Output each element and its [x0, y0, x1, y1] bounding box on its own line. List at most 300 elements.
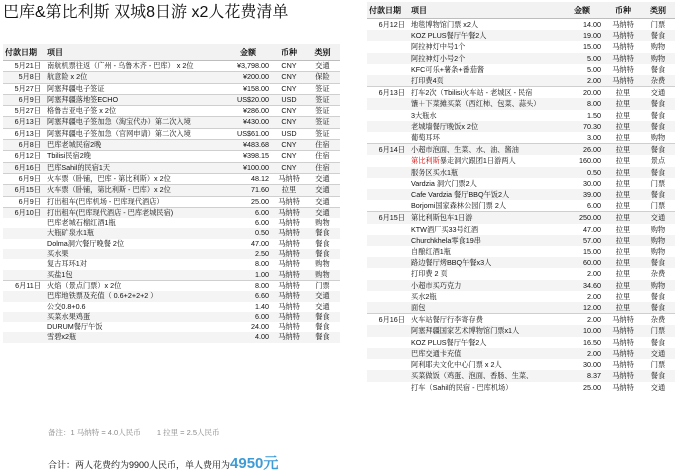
- cell-amount: 70.30: [559, 121, 605, 132]
- cell-currency: 马纳特: [605, 370, 641, 381]
- cell-currency: 马纳特: [612, 20, 634, 29]
- cell-category: 购物: [641, 53, 675, 64]
- cell-currency: 拉里: [605, 98, 641, 109]
- cell-amount: 19.00: [559, 30, 605, 41]
- table-header: [3, 44, 340, 61]
- cell-item: 南航机票往返（广州 - 乌鲁木齐 - 巴库） x 2位: [47, 61, 194, 70]
- cell-item: 买菜做饭（鸡蛋、泡面、香肠、生菜、: [409, 370, 559, 381]
- cell-currency: CNY: [273, 83, 305, 94]
- table-row: [3, 83, 340, 94]
- header-item: 项目: [45, 44, 223, 61]
- cell-currency: 马纳特: [273, 332, 305, 342]
- cell-amount: 30.00: [583, 178, 601, 188]
- cell-item: 阿利耶夫文化中心门票 x 2人: [411, 360, 502, 370]
- expense-table-left: [3, 44, 340, 343]
- cell-category: 交通: [315, 61, 330, 70]
- table-row: [367, 98, 675, 109]
- cell-date: [367, 178, 409, 189]
- cell-item: 老城墙餐厅晚饭x 2位: [409, 121, 559, 132]
- table-row: [367, 314, 675, 326]
- cell-date: [367, 121, 409, 132]
- cell-item: 公交0.8+0.6: [47, 301, 86, 311]
- cell-category: 签证: [305, 117, 340, 128]
- table-row: [3, 140, 340, 151]
- cell-currency: 马纳特: [278, 218, 300, 228]
- table-row: [367, 325, 675, 336]
- table-row: [367, 212, 675, 224]
- cell-date: [367, 98, 409, 109]
- table-row: [3, 106, 340, 117]
- cell-amount: 6.00: [255, 218, 269, 228]
- cell-amount: 3.00: [587, 133, 601, 143]
- table-row: [3, 280, 340, 291]
- cell-item: 阿塞拜疆电子签加急（官网申请）第二次入境: [45, 128, 223, 139]
- cell-amount: 6.60: [223, 291, 273, 301]
- cell-amount: 8.00: [559, 98, 605, 109]
- table-row: [367, 224, 675, 235]
- cell-item: 打印费4页: [409, 75, 559, 87]
- cell-item: [409, 155, 559, 166]
- cell-date: [367, 382, 409, 393]
- cell-date: [3, 332, 45, 342]
- cell-category: 餐食: [305, 312, 340, 322]
- cell-category: 杂费: [650, 269, 666, 279]
- cell-date: [367, 189, 409, 200]
- cell-currency: 拉里: [615, 133, 631, 143]
- cell-item: 阿塞拜疆落地签ECHO: [45, 94, 223, 105]
- cell-category: 餐食: [305, 249, 340, 259]
- cell-date: 5月8日: [3, 72, 45, 83]
- cell-amount: 4.00: [223, 332, 273, 342]
- cell-category: 购物: [641, 235, 675, 246]
- cell-amount: 6.00: [223, 207, 273, 218]
- cell-category: 餐食: [641, 144, 675, 156]
- cell-date: 6月15日: [3, 185, 45, 196]
- cell-category: 餐食: [650, 337, 666, 347]
- cell-amount: 160.00: [579, 156, 601, 166]
- cell-date: [367, 75, 409, 87]
- cell-item: Dolma洞穴餐厅晚餐 2位: [47, 238, 125, 248]
- cell-amount: 8.37: [559, 370, 605, 381]
- cell-item: 买水2瓶: [411, 291, 437, 301]
- cell-currency: 马纳特: [273, 173, 305, 184]
- cell-category: 购物: [650, 42, 666, 52]
- table-row: [3, 61, 340, 72]
- per-person-total: 4950元: [230, 455, 279, 472]
- cell-item: 火车票（卧铺，巴库 - 第比利斯）x 2位: [45, 173, 223, 184]
- cell-date: [3, 259, 45, 269]
- table-row: [367, 246, 675, 257]
- cell-category: 门票: [650, 20, 666, 29]
- table-row: [367, 144, 675, 156]
- cell-currency: 马纳特: [605, 348, 641, 359]
- cell-currency: 拉里: [605, 235, 641, 246]
- cell-item: 火车站餐厅行李寄存费: [409, 314, 559, 326]
- cell-category: 餐食: [650, 64, 666, 74]
- cell-currency: 马纳特: [612, 382, 634, 392]
- cell-currency: 马纳特: [273, 280, 305, 291]
- cell-category: 门票: [650, 178, 666, 188]
- cell-amount: 16.50: [583, 337, 601, 347]
- cell-amount: 71.60: [223, 185, 273, 196]
- cell-date: 6月11日: [3, 280, 45, 291]
- cell-item: 格鲁吉亚电子签 x 2位: [45, 106, 223, 117]
- cell-date: [3, 302, 45, 312]
- table-row: [3, 270, 340, 281]
- cell-amount: 24.00: [251, 322, 269, 332]
- cell-amount: ¥398.15: [223, 151, 273, 162]
- cell-amount: 1.50: [587, 110, 601, 120]
- cell-date: [367, 110, 409, 121]
- cell-currency: 马纳特: [605, 314, 641, 326]
- cell-item: 小超市泡面、生菜、水、油、酱油: [409, 144, 559, 156]
- table-row: [3, 162, 340, 173]
- cell-amount: 0.50: [223, 228, 273, 238]
- cell-date: [367, 370, 409, 381]
- cell-date: 6月12日: [3, 151, 45, 162]
- cell-category: 餐食: [641, 167, 675, 178]
- cell-item: 火车票（卧铺，第比利斯 - 巴库）x 2位: [45, 185, 223, 196]
- cell-currency: 拉里: [605, 144, 641, 156]
- cell-currency: 马纳特: [612, 360, 634, 370]
- cell-date: 6月14日: [367, 144, 409, 156]
- table-row: [3, 94, 340, 105]
- table-row: [367, 302, 675, 314]
- cell-date: 6月10日: [3, 207, 45, 218]
- cell-currency: CNY: [273, 117, 305, 128]
- cell-currency: CNY: [273, 72, 305, 83]
- cell-currency: CNY: [273, 151, 305, 162]
- header-date: 付款日期: [367, 2, 409, 19]
- cell-date: [3, 249, 45, 259]
- cell-amount: 2.00: [587, 269, 601, 279]
- cell-item: 第比利斯包车1日游: [409, 212, 559, 224]
- cell-item: 打出租车(巴库现代酒店 - 巴库老城民宿): [45, 207, 223, 218]
- cell-category: 交通: [305, 173, 340, 184]
- header-amount: 金额: [223, 44, 273, 61]
- cell-item: 葡萄耳环: [411, 133, 440, 143]
- table-row: [3, 249, 340, 259]
- cell-currency: 拉里: [615, 247, 631, 257]
- cell-currency: CNY: [281, 61, 297, 70]
- cell-item: 巴库交通卡充值: [409, 348, 559, 359]
- cell-currency: 马纳特: [605, 53, 641, 64]
- header-category: 类别: [305, 44, 340, 61]
- cell-category: 餐食: [315, 238, 330, 248]
- exchange-rate-lari: 1 拉里 = 2.5人民币: [156, 428, 220, 437]
- cell-category: 签证: [305, 106, 340, 117]
- cell-date: 6月16日: [3, 162, 45, 173]
- cell-date: [367, 359, 409, 370]
- cell-currency: 马纳特: [278, 301, 300, 311]
- cell-item: 3大瓶水: [411, 110, 437, 120]
- cell-category: 购物: [315, 259, 330, 269]
- cell-currency: 马纳特: [278, 238, 300, 248]
- cell-currency: 马纳特: [273, 270, 305, 281]
- cell-date: 6月9日: [3, 196, 45, 207]
- cell-currency: 拉里: [273, 185, 305, 196]
- table-row: [3, 228, 340, 238]
- cell-currency: 拉里: [605, 280, 641, 291]
- table-row: [3, 151, 340, 162]
- cell-category: 门票: [305, 280, 340, 291]
- cell-item: 巴库老城民宿2晚: [45, 140, 223, 151]
- cell-date: [367, 53, 409, 64]
- cell-currency: CNY: [273, 140, 305, 151]
- cell-item: 打出租车(巴库机场 - 巴库现代酒店）: [45, 196, 223, 207]
- cell-category: 交通: [305, 207, 340, 218]
- cell-item: 地毯博物馆门票 x2人: [411, 20, 479, 29]
- table-row: [367, 382, 675, 393]
- cell-category: 餐食: [641, 302, 675, 314]
- cell-category: 住宿: [305, 162, 340, 173]
- table-row: [3, 72, 340, 83]
- cell-date: [367, 302, 409, 314]
- cell-date: 6月15日: [367, 212, 409, 224]
- cell-date: [367, 132, 409, 144]
- cell-amount: ¥100.00: [223, 162, 273, 173]
- table-row: [3, 259, 340, 269]
- cell-date: [3, 291, 45, 301]
- table-header: [367, 2, 675, 19]
- cell-date: [367, 200, 409, 212]
- cell-item: 小超市买巧克力: [409, 280, 559, 291]
- cell-currency: 拉里: [605, 87, 641, 99]
- cell-currency: 马纳特: [273, 207, 305, 218]
- cell-amount: ¥483.68: [223, 140, 273, 151]
- cell-amount: 34.60: [559, 280, 605, 291]
- cell-currency: 拉里: [615, 110, 631, 120]
- cell-date: 6月8日: [3, 140, 45, 151]
- cell-item: 巴库Sahil的民宿1天: [45, 162, 223, 173]
- table-row: [367, 64, 675, 75]
- cell-category: 签证: [305, 83, 340, 94]
- cell-category: 餐食: [305, 332, 340, 342]
- cell-currency: 马纳特: [605, 325, 641, 336]
- cell-item: Churchkhela零食19串: [409, 235, 559, 246]
- cell-amount: 60.00: [559, 257, 605, 268]
- total-text: 合计：两人花费约为9900人民币，单人费用为: [48, 460, 231, 470]
- cell-currency: 马纳特: [273, 249, 305, 259]
- cell-item: Vardzia 洞穴门票2人: [411, 178, 477, 188]
- cell-currency: 马纳特: [612, 337, 634, 347]
- table-row: [3, 291, 340, 301]
- table-row: [367, 30, 675, 41]
- expense-table-right: [367, 2, 675, 393]
- cell-item: 面包: [409, 302, 559, 314]
- table-row: [3, 302, 340, 312]
- cell-item: 巴库地铁票及充值（ 0.6+2+2+2 ）: [45, 291, 223, 301]
- header-item: 项目: [409, 2, 559, 19]
- cell-amount: 25.00: [223, 196, 273, 207]
- table-row: [3, 332, 340, 342]
- cell-date: 6月13日: [3, 128, 45, 139]
- cell-amount: 47.00: [583, 224, 601, 234]
- cell-date: 6月9日: [3, 173, 45, 184]
- cell-amount: 14.00: [583, 20, 601, 29]
- cell-currency: 拉里: [615, 291, 631, 301]
- cell-category: 餐食: [650, 110, 666, 120]
- table-row: [367, 337, 675, 348]
- cell-item: 阿拉神灯小号2个: [409, 53, 559, 64]
- table-row: [3, 185, 340, 196]
- cell-date: 6月16日: [367, 314, 409, 326]
- cell-category: 保险: [305, 72, 340, 83]
- header-date: 付款日期: [3, 44, 45, 61]
- cell-currency: CNY: [273, 106, 305, 117]
- cell-item: 阿塞拜疆国家艺术博物馆门票x1人: [409, 325, 559, 336]
- cell-amount: ¥286.00: [223, 106, 273, 117]
- cell-category: 住宿: [305, 140, 340, 151]
- cell-amount: 250.00: [559, 212, 605, 224]
- table-row: [367, 41, 675, 52]
- cell-date: [367, 280, 409, 291]
- cell-item: DURUM餐厅午饭: [47, 322, 103, 332]
- cell-date: [367, 30, 409, 41]
- cell-amount: 6.00: [587, 201, 601, 211]
- cell-item: 巴库老城石榴红酒1瓶: [47, 218, 116, 228]
- cell-item: Borjomi国家森林公园门票 2人: [411, 201, 507, 211]
- cell-item: 打印费 2 页: [411, 269, 448, 279]
- cell-currency: 马纳特: [273, 196, 305, 207]
- cell-amount: 25.00: [583, 382, 601, 392]
- cell-date: [367, 257, 409, 268]
- table-row: [3, 128, 340, 139]
- cell-currency: 马纳特: [612, 42, 634, 52]
- cell-item: 自酿红酒1瓶: [411, 247, 451, 257]
- table-row: [367, 348, 675, 359]
- cell-date: [367, 337, 409, 348]
- exchange-rate-manat: 备注：1 马纳特 = 4.0人民币: [48, 428, 141, 437]
- table-row: [3, 322, 340, 332]
- cell-item: KOZ PLUS餐厅午餐2人: [409, 30, 559, 41]
- cell-item: 服务区买水1瓶: [409, 167, 559, 178]
- table-row: [367, 200, 675, 212]
- cell-item: 阿塞拜疆电子签加急（淘宝代办）第二次入境: [45, 117, 223, 128]
- cell-currency: 拉里: [605, 167, 641, 178]
- cell-date: 5月27日: [3, 83, 45, 94]
- cell-date: [3, 218, 45, 228]
- cell-amount: 5.00: [587, 64, 601, 74]
- cell-item: 大瓶矿泉水1瓶: [45, 228, 223, 238]
- table-row: [367, 132, 675, 144]
- cell-amount: 30.00: [583, 360, 601, 370]
- cell-currency: USD: [273, 128, 305, 139]
- exchange-note: [48, 427, 234, 438]
- cell-category: 交通: [315, 301, 330, 311]
- cell-currency: 拉里: [605, 121, 641, 132]
- cell-item: Tbilisi民宿2晚: [45, 151, 223, 162]
- cell-date: [367, 235, 409, 246]
- cell-amount: ¥158.00: [223, 83, 273, 94]
- cell-category: 餐食: [315, 322, 330, 332]
- cell-amount: 15.00: [583, 247, 601, 257]
- cell-category: 餐食: [641, 121, 675, 132]
- cell-date: 5月21日: [14, 61, 41, 70]
- cell-date: [367, 167, 409, 178]
- cell-item: 航意险 x 2位: [45, 72, 223, 83]
- cell-category: 餐食: [641, 257, 675, 268]
- cell-item: 买盐1包: [45, 270, 223, 281]
- cell-category: 餐食: [641, 30, 675, 41]
- table-row: [367, 110, 675, 121]
- cell-currency: 马纳特: [605, 75, 641, 87]
- cell-currency: 拉里: [605, 189, 641, 200]
- cell-date: [367, 41, 409, 52]
- cell-amount: 2.00: [559, 314, 605, 326]
- cell-amount: 6.00: [223, 312, 273, 322]
- cell-item: 打车2次（Tbilisi火车站 - 老城区 - 民宿: [409, 87, 559, 99]
- cell-currency: CNY: [273, 162, 305, 173]
- cell-date: 5月27日: [3, 106, 45, 117]
- highlighted-text: 第比利斯: [411, 156, 440, 166]
- cell-category: 餐食: [641, 370, 675, 381]
- cell-category: 购物: [650, 133, 666, 143]
- cell-item: KTW酒厂买33号红酒: [411, 224, 479, 234]
- cell-category: 餐食: [641, 98, 675, 109]
- cell-date: [367, 348, 409, 359]
- cell-category: 交通: [305, 196, 340, 207]
- cell-item: 火焰（景点门票）x 2位: [45, 280, 223, 291]
- table-row: [367, 121, 675, 132]
- cell-amount: ¥430.00: [223, 117, 273, 128]
- table-row: [3, 239, 340, 249]
- cell-date: [3, 270, 45, 281]
- cell-category: 餐食: [650, 291, 666, 301]
- cell-category: 交通: [641, 87, 675, 99]
- table-row: [367, 268, 675, 279]
- cell-date: [367, 268, 409, 279]
- table-row: [367, 235, 675, 246]
- table-row: [3, 312, 340, 322]
- cell-date: 6月12日: [378, 20, 405, 29]
- table-row: [367, 257, 675, 268]
- header-category: 类别: [641, 2, 675, 19]
- table-row: [3, 173, 340, 184]
- table-row: [367, 291, 675, 302]
- cell-amount: 48.12: [223, 173, 273, 184]
- cell-category: 购物: [650, 224, 666, 234]
- cell-currency: 拉里: [615, 156, 631, 166]
- table-row: [367, 87, 675, 99]
- cell-item: 馕＋下菜摊买菜（西红柿、包菜、蒜头）: [409, 98, 559, 109]
- cell-date: [367, 246, 409, 257]
- cell-category: 购物: [650, 247, 666, 257]
- cell-amount: 20.00: [559, 87, 605, 99]
- cell-item: 雪碧x2瓶: [45, 332, 223, 342]
- table-row: [367, 189, 675, 200]
- header-amount: 金额: [559, 2, 605, 19]
- cell-amount: 15.00: [583, 42, 601, 52]
- cell-amount: 2.00: [559, 75, 605, 87]
- header-currency: 币种: [605, 2, 641, 19]
- cell-item: 阿塞拜疆电子签证: [45, 83, 223, 94]
- cell-category: 杂费: [641, 314, 675, 326]
- cell-category: 交通: [641, 212, 675, 224]
- cell-category: 购物: [315, 218, 330, 228]
- cell-amount: 2.00: [587, 291, 601, 301]
- table-row: [3, 218, 340, 228]
- table-row: [3, 207, 340, 218]
- cell-date: [3, 239, 45, 249]
- cell-amount: US$61.00: [223, 128, 273, 139]
- cell-currency: 拉里: [615, 201, 631, 211]
- table-row: [367, 370, 675, 381]
- cell-amount: US$20.00: [223, 94, 273, 105]
- cell-date: [367, 155, 409, 166]
- cell-currency: USD: [273, 94, 305, 105]
- cell-item: KOZ PLUS餐厅午餐2人: [411, 337, 487, 347]
